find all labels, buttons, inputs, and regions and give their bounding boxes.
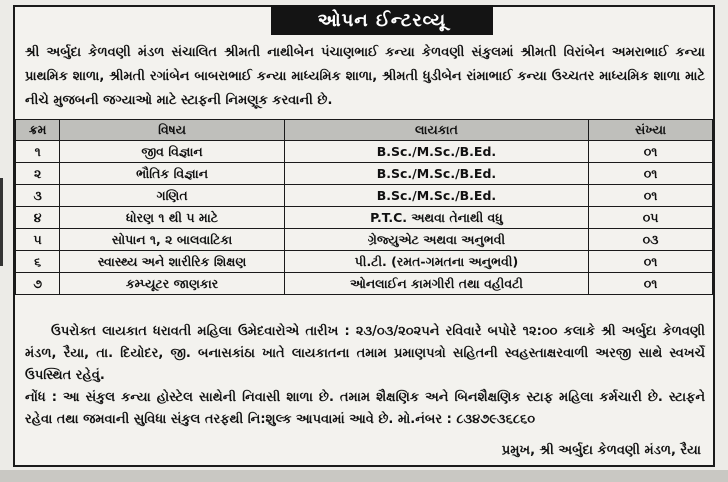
table-row bbox=[16, 229, 713, 251]
table-row bbox=[16, 207, 713, 229]
cell-serial: ૨ bbox=[16, 163, 60, 185]
cell-count: ૦૧ bbox=[589, 251, 713, 273]
cell-count: ૦૧ bbox=[589, 185, 713, 207]
vacancy-table bbox=[15, 119, 713, 295]
table-header-row bbox=[16, 120, 713, 141]
cell-serial: ૭ bbox=[16, 273, 60, 295]
signature-line: પ્રમુખ, શ્રી અર્બુદા કેળવણી મંડળ, રૈયા bbox=[501, 443, 701, 458]
cell-subject: સોપાન ૧, ૨ બાલવાટિકા bbox=[60, 229, 284, 251]
cell-qualification: ગ્રેજ્યુએટ અથવા અનુભવી bbox=[284, 229, 588, 251]
cell-qualification: P.T.C. અથવા તેનાથી વધુ bbox=[284, 207, 588, 229]
cell-subject: જીવ વિજ્ઞાન bbox=[60, 141, 284, 163]
note-paragraph: નોંધ : આ સંકુલ કન્યા હોસ્ટેલ સાથેની નિવાસી શાળા છે. તમામ શૈક્ષણિક અને બિનશૈક્ષણિક સ્ટાફ મહિલા કર્મચારી છે. સ્ટાફને રહેવા તથા જમવાની સુવિધા સંકુલ તરફથી નિ:શુલ્ક આપવામાં આવે છે. મો.નંબર : ૮૩૪૭૯૩૬૮૬૦ bbox=[25, 390, 705, 427]
cell-serial: ૧ bbox=[16, 141, 60, 163]
cell-qualification: B.Sc./M.Sc./B.Ed. bbox=[284, 163, 588, 185]
cell-serial: ૬ bbox=[16, 251, 60, 273]
cell-subject: ભૌતિક વિજ્ઞાન bbox=[60, 163, 284, 185]
cell-count: ૦૧ bbox=[589, 141, 713, 163]
col-header-qualification: લાયકાત bbox=[284, 120, 588, 141]
page-bottom-strip bbox=[0, 470, 728, 482]
cell-subject: ગણિત bbox=[60, 185, 284, 207]
cell-qualification: B.Sc./M.Sc./B.Ed. bbox=[284, 185, 588, 207]
table-row bbox=[16, 251, 713, 273]
cell-subject: સ્વાસ્થ્ય અને શારીરિક શિક્ષણ bbox=[60, 251, 284, 273]
cell-count: ૦૧ bbox=[589, 163, 713, 185]
intro-paragraph: શ્રી અર્બુદા કેળવણી મંડળ સંચાલિત શ્રીમતી નાથીબેન પંચાણભાઈ કન્યા કેળવણી સંકુલમાં શ્રીમતી વિરાંબેન અમરાભાઈ કન્યા પ્રાથમિક શાળા, શ્રીમતી રગાંબેન બાબરાભાઈ કન્યા માધ્યમિક શાળા, શ્રીમતી ધુડીબેન રાંમાભાઈ કન્યા ઉચ્ચતર માધ્યમિક શાળા માટે નીચે મુજબની જગ્યાઓ માટે સ્ટાફની નિમણૂક કરવાની છે. bbox=[25, 45, 705, 108]
table-row bbox=[16, 273, 713, 295]
cell-serial: ૪ bbox=[16, 207, 60, 229]
cell-qualification: પી.ટી. (રમત-ગમતના અનુભવી) bbox=[284, 251, 588, 273]
table-row bbox=[16, 141, 713, 163]
table-row bbox=[16, 163, 713, 185]
table-row bbox=[16, 185, 713, 207]
col-header-subject: વિષય bbox=[60, 120, 284, 141]
cell-count: ૦૩ bbox=[589, 229, 713, 251]
page-edge-mark bbox=[0, 178, 3, 266]
cell-subject: ધોરણ ૧ થી ૫ માટે bbox=[60, 207, 284, 229]
cell-qualification: B.Sc./M.Sc./B.Ed. bbox=[284, 141, 588, 163]
cell-count: ૦૧ bbox=[589, 273, 713, 295]
col-header-serial: ક્રમ bbox=[16, 120, 60, 141]
cell-serial: ૩ bbox=[16, 185, 60, 207]
cell-serial: ૫ bbox=[16, 229, 60, 251]
footer-text bbox=[25, 321, 705, 431]
cell-subject: કમ્પ્યૂટર જાણકાર bbox=[60, 273, 284, 295]
cell-count: ૦૫ bbox=[589, 207, 713, 229]
cell-qualification: ઓનલાઈન કામગીરી તથા વહીવટી bbox=[284, 273, 588, 295]
instructions-paragraph: ઉપરોક્ત લાયકાત ધરાવતી મહિલા ઉમેદવારોએ તારીખ : ૨૩/૦૩/૨૦૨૫ને રવિવારે બપોરે ૧૨:૦૦ કલાકે શ્રી અર્બુદા કેળવણી મંડળ, રૈયા, તા. દિયોદર, જી. બનાસકાંઠા ખાતે લાયકાતના તમામ પ્રમાણપત્રો સહિતની સ્વહસ્તાક્ષરવાળી અરજી સાથે સ્વખર્ચે ઉપસ્થિત રહેવું. bbox=[25, 324, 705, 383]
advertisement-box bbox=[13, 5, 715, 467]
col-header-count: સંખ્યા bbox=[589, 120, 713, 141]
ad-title: ઓપન ઈન્ટરવ્યૂ bbox=[271, 5, 493, 35]
